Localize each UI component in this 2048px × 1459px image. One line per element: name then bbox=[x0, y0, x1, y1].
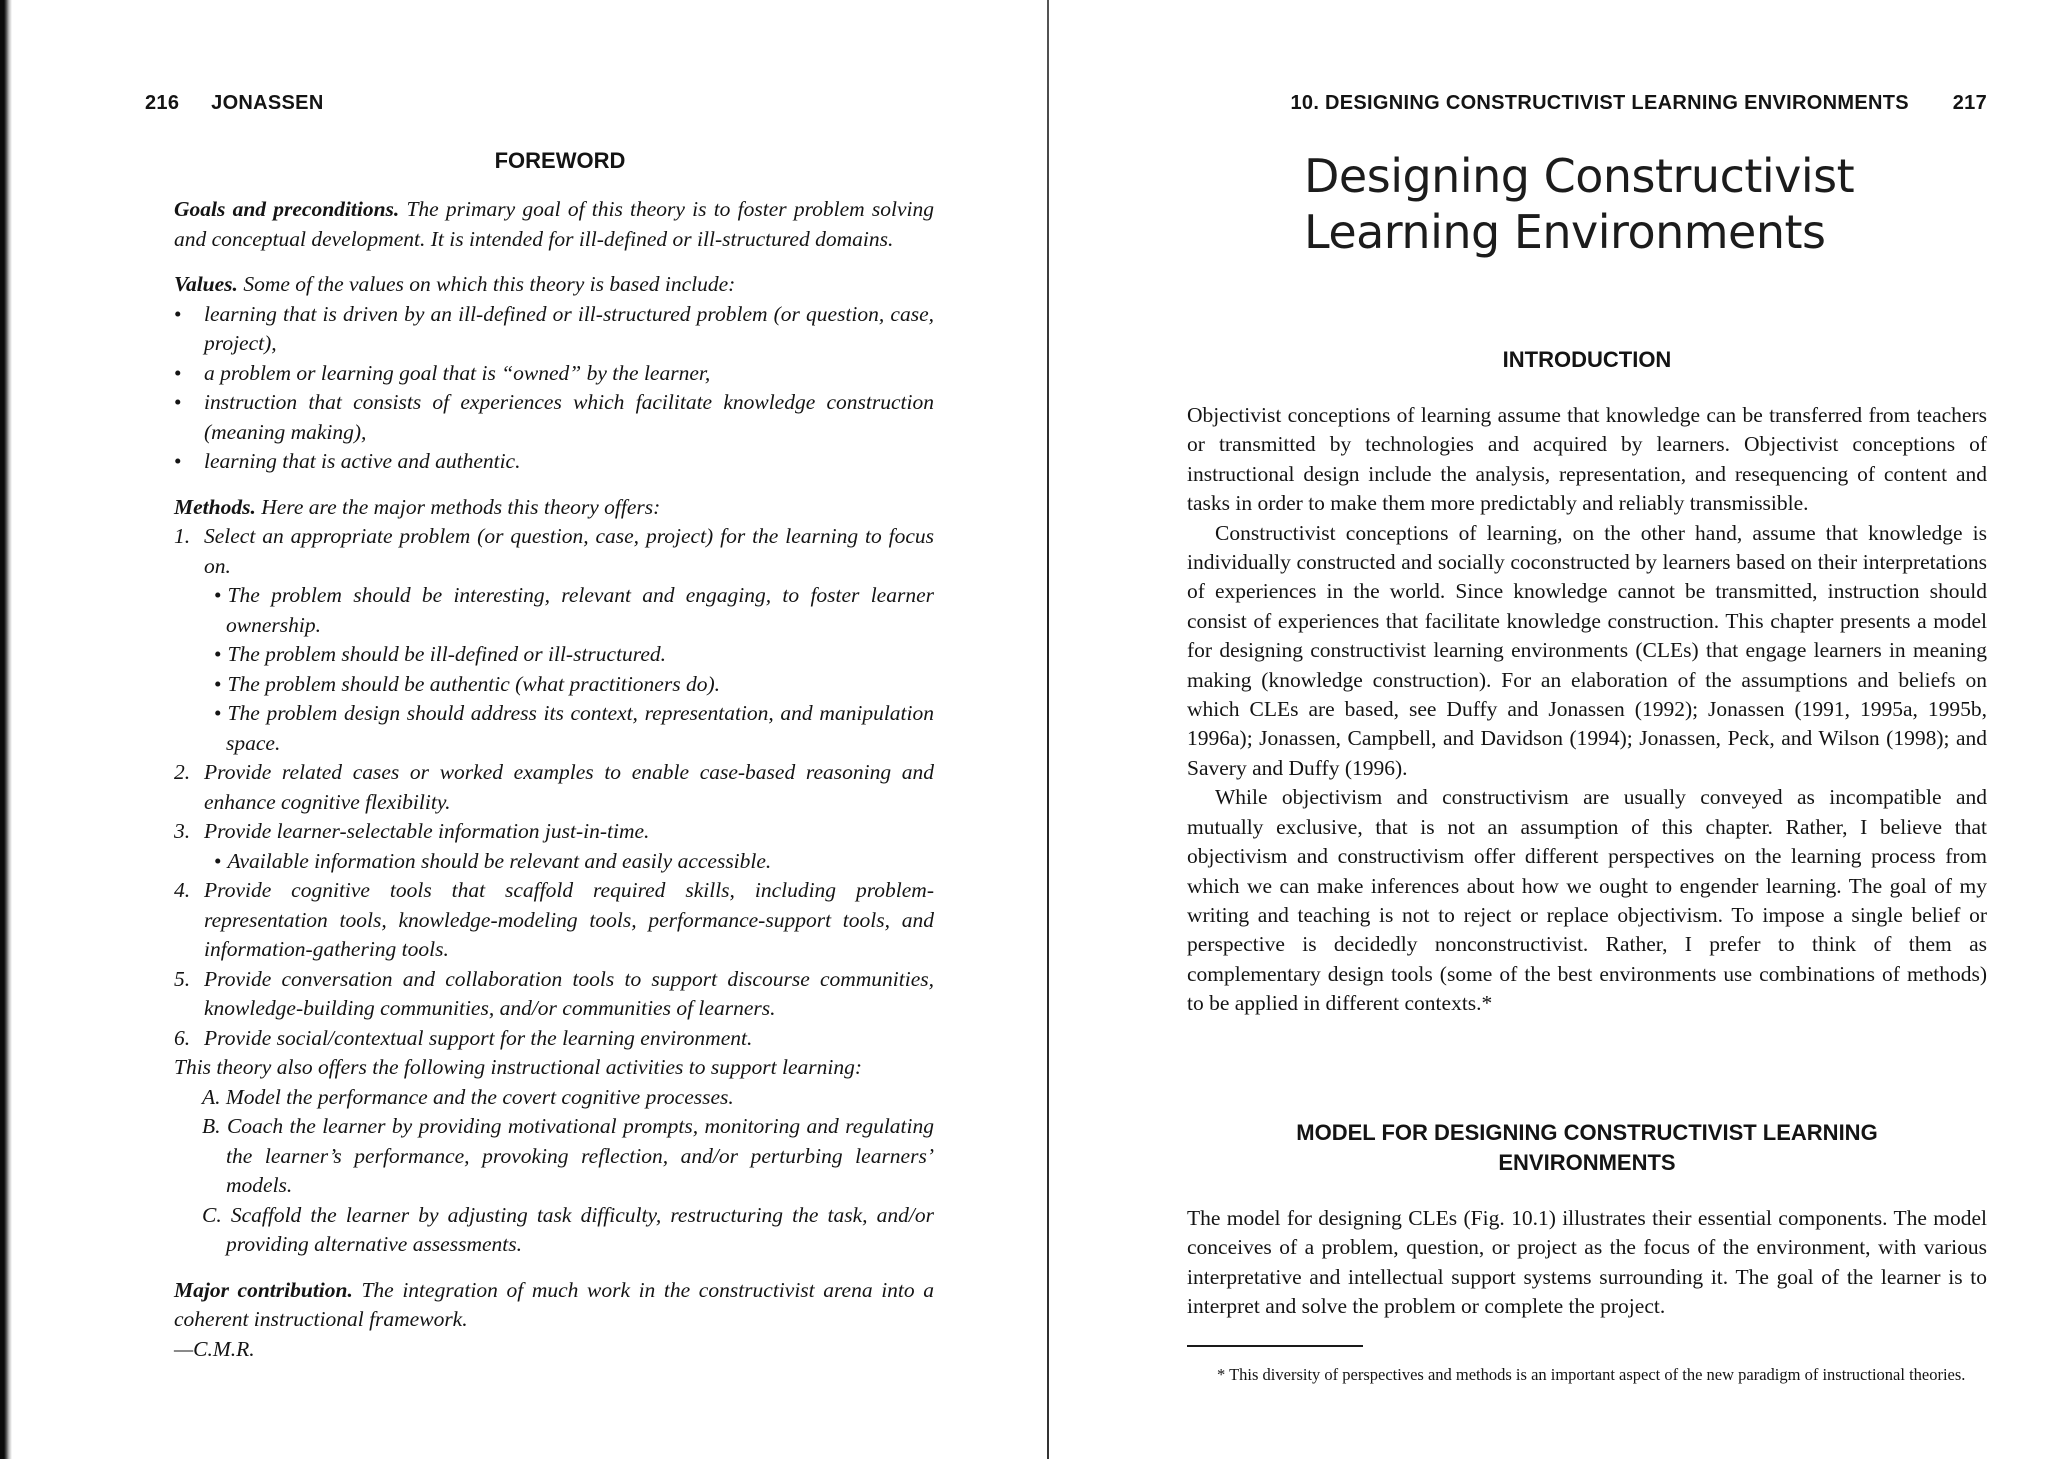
method-text: Provide learner-selectable information just-in-time. bbox=[204, 819, 650, 843]
body-paragraph: Constructivist conceptions of learning, on the other hand, assume that knowledge is individually constructed and socially coconstructed by learners based on their interpretations of experiences in the world. Since knowledge cannot be transmitted, instruction should consist of experiences that facilitate knowledge construction. This chapter presents a model for designing constructivist learning environments (CLEs) that engage learners in meaning making (knowledge construction). For an elaboration of the assumptions and beliefs on which CLEs are based, see Duffy and Jonassen (1992); Jonassen (1991, 1995a, 1995b, 1996a); Jonassen, Campbell, and Davidson (1994); Jonassen, Peck, and Wilson (1998); and Savery and Duffy (1996). bbox=[1187, 520, 1987, 780]
model-section-heading bbox=[1187, 1118, 1987, 1178]
method-subitem: • The problem should be interesting, relevant and engaging, to foster learner ownership. bbox=[204, 581, 934, 640]
body-paragraph: The model for designing CLEs (Fig. 10.1) illustrates their essential components. The model conceives of a problem, question, or project as the focus of the environment, with various interpretative and intellectual support systems surrounding it. The goal of the learner is to interpret and solve the problem or complete the project. bbox=[1187, 1206, 1987, 1319]
values-list-item: • learning that is driven by an ill-defined or ill-structured problem (or question, case, project), bbox=[174, 300, 934, 359]
method-item bbox=[174, 1024, 934, 1054]
method-item bbox=[174, 817, 934, 876]
method-item bbox=[174, 758, 934, 817]
methods-label: Methods. bbox=[174, 494, 256, 519]
activity-item: A. Model the performance and the covert cognitive processes. bbox=[202, 1084, 734, 1109]
values-intro: Some of the values on which this theory is based include: bbox=[237, 272, 736, 296]
foreword-body bbox=[174, 195, 934, 1364]
values-list bbox=[174, 300, 934, 477]
activity-item: B. Coach the learner by providing motivational prompts, monitoring and regulating the learner’s performance, provoking reflection, and/or perturbing learners’ models. bbox=[202, 1114, 934, 1197]
body-paragraph: While objectivism and constructivism are usually conveyed as incompatible and mutually exclusive, that is not an assumption of this chapter. Rather, I believe that objectivism and constructivism offer different perspectives on the learning process from which we can make inferences about how we ought to engender learning. The goal of my writing and teaching is not to reject or replace objectivism. To impose a single belief or perspective is decidedly nonconstructivist. Rather, I prefer to think of them as complementary design tools (some of the best environments use combinations of methods) to be applied in different contexts.* bbox=[1187, 785, 1987, 1016]
introduction-heading: INTRODUCTION bbox=[1502, 347, 1672, 372]
methods-intro: Here are the major methods this theory offers: bbox=[255, 494, 661, 519]
model-heading-line: ENVIRONMENTS bbox=[1498, 1150, 1676, 1175]
values-label: Values. bbox=[174, 272, 238, 296]
method-text: Provide conversation and collaboration tools to support discourse communities, knowledge-building communities, and/or communities of learners. bbox=[204, 966, 934, 1020]
right-page-number: 217 bbox=[1952, 92, 1987, 114]
method-number: 4. bbox=[174, 878, 191, 902]
footnote-text: * This diversity of perspectives and methods is an important aspect of the new paradigm of instructional theories. bbox=[1217, 1365, 1966, 1384]
footnote-rule bbox=[1187, 1345, 1363, 1347]
methods-paragraph bbox=[174, 493, 934, 523]
method-number: 6. bbox=[174, 1025, 191, 1050]
method-item bbox=[174, 965, 934, 1024]
foreword-heading: FOREWORD bbox=[494, 148, 626, 173]
running-head-author: JONASSEN bbox=[211, 92, 324, 114]
footnote bbox=[1187, 1364, 1987, 1386]
activities-intro: This theory also offers the following instructional activities to support learning: bbox=[174, 1055, 862, 1079]
method-number: 1. bbox=[174, 524, 191, 548]
values-list-item: • learning that is active and authentic. bbox=[174, 447, 934, 477]
body-paragraph: Objectivist conceptions of learning assume that knowledge can be transferred from teachers or transmitted by technologies and acquired by learners. Objectivist conceptions of instructional design include the analysis, representation, and resequencing of content and tasks in order to make them more predictably and reliably transmissible. bbox=[1187, 403, 1987, 516]
left-page bbox=[145, 0, 970, 1459]
goals-paragraph bbox=[174, 195, 934, 254]
contribution-paragraph bbox=[174, 1276, 934, 1335]
model-body bbox=[1187, 1204, 1987, 1322]
book-spine-edge bbox=[0, 0, 12, 1459]
method-item bbox=[174, 522, 934, 758]
method-text: Provide related cases or worked examples to enable case-based reasoning and enhance cognitive flexibility. bbox=[204, 760, 934, 814]
method-item bbox=[174, 876, 934, 965]
right-running-head bbox=[1290, 92, 1987, 115]
activity-item: C. Scaffold the learner by adjusting task difficulty, restructuring the task, and/or providing alternative assessments. bbox=[202, 1202, 934, 1256]
method-subitem: • The problem should be ill-defined or ill-structured. bbox=[204, 640, 934, 670]
goals-text: The primary goal of this theory is to foster problem solving and conceptual development. It is intended for ill-defined or ill-structured domains. bbox=[174, 197, 934, 251]
contribution-label: Major contribution. bbox=[174, 1277, 353, 1302]
goals-label: Goals and preconditions. bbox=[174, 197, 400, 221]
foreword-signature: —C.M.R. bbox=[174, 1336, 255, 1361]
method-number: 3. bbox=[174, 819, 191, 843]
method-sublist bbox=[204, 847, 934, 877]
method-number: 2. bbox=[174, 760, 191, 784]
running-head-chapter: 10. DESIGNING CONSTRUCTIVIST LEARNING ENVIRONMENTS bbox=[1290, 92, 1909, 114]
activities-list bbox=[174, 1083, 934, 1260]
method-text: Provide social/contextual support for the learning environment. bbox=[204, 1025, 753, 1050]
left-page-number: 216 bbox=[145, 92, 180, 114]
values-list-item: • instruction that consists of experiences which facilitate knowledge construction (meaning making), bbox=[174, 388, 934, 447]
values-paragraph bbox=[174, 270, 934, 300]
right-page bbox=[1187, 0, 1987, 1459]
method-number: 5. bbox=[174, 966, 191, 991]
left-running-head bbox=[145, 92, 324, 115]
methods-list bbox=[174, 522, 934, 1053]
chapter-title bbox=[1304, 148, 1944, 260]
method-subitem: • Available information should be relevant and easily accessible. bbox=[204, 847, 934, 877]
method-subitem: • The problem design should address its context, representation, and manipulation space. bbox=[204, 699, 934, 758]
contribution-text: The integration of much work in the constructivist arena into a coherent instructional framework. bbox=[174, 1277, 934, 1331]
chapter-title-line: Designing Constructivist bbox=[1304, 149, 1855, 203]
method-text: Select an appropriate problem (or question, case, project) for the learning to focus on. bbox=[204, 524, 934, 578]
method-text: Provide cognitive tools that scaffold required skills, including problem-representation tools, knowledge-modeling tools, performance-support tools, and information-gathering tools. bbox=[204, 878, 934, 961]
chapter-title-line: Learning Environments bbox=[1304, 205, 1826, 259]
method-sublist bbox=[204, 581, 934, 758]
page-gutter-divider bbox=[1047, 0, 1049, 1459]
introduction-body bbox=[1187, 401, 1987, 1019]
values-list-item: • a problem or learning goal that is “owned” by the learner, bbox=[174, 359, 934, 389]
method-subitem: • The problem should be authentic (what practitioners do). bbox=[204, 670, 934, 700]
model-heading-line: MODEL FOR DESIGNING CONSTRUCTIVIST LEARNING bbox=[1296, 1120, 1878, 1145]
